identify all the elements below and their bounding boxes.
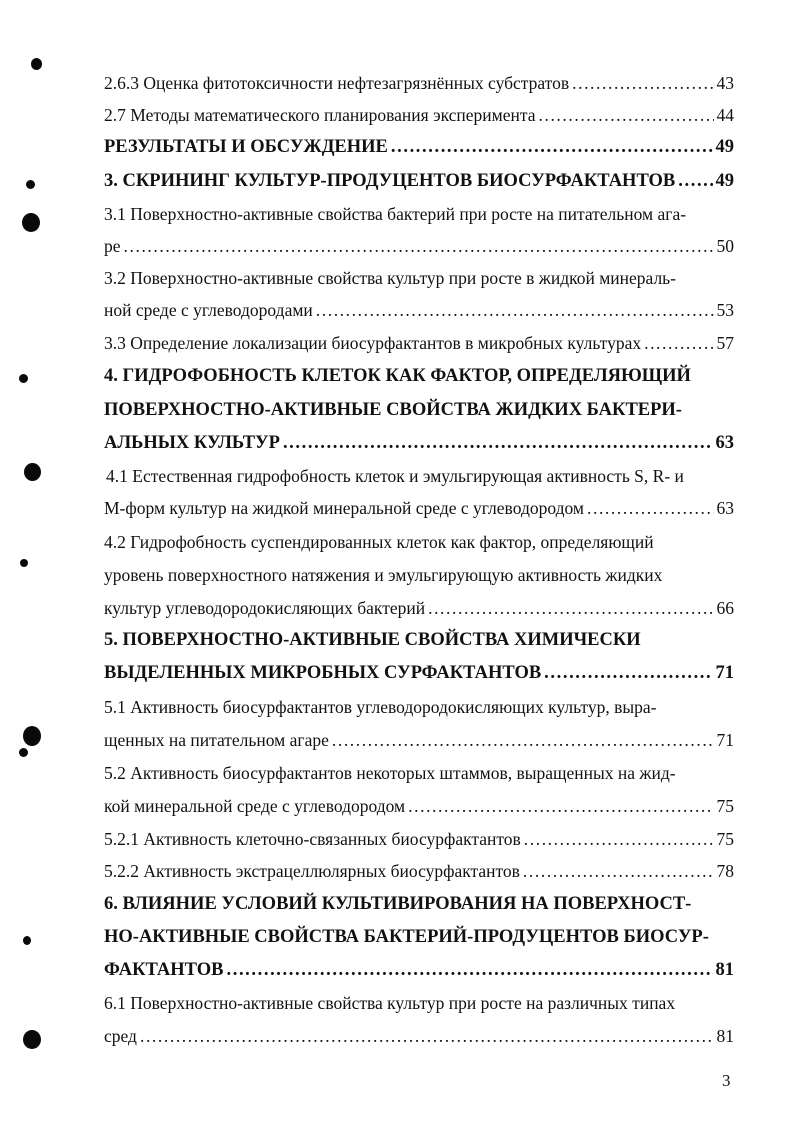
toc-leader [524,828,714,850]
toc-leader [523,860,714,882]
toc-entry-title: ре [104,236,121,256]
toc-leader [428,597,713,619]
binder-hole [23,1030,41,1049]
toc-entry-line [104,267,734,289]
toc-page-number: 71 [716,730,734,750]
binder-hole [19,748,28,757]
toc-entry [104,299,734,321]
toc-page-number: 50 [716,236,734,256]
toc-entry-title: 4.1 Естественная гидрофобность клеток и эмульгирующая активность S, R- и [106,466,684,486]
toc-entry [104,597,734,619]
toc-entry-title: 6.1 Поверхностно-активные свойства культур при росте на различных типах [104,993,676,1013]
toc-entry [104,235,734,257]
toc-entry-title: 5.2 Активность биосурфактантов некоторых штаммов, выращенных на жид- [104,763,676,783]
toc-leader [316,299,714,321]
toc-page-number: 81 [715,960,734,980]
toc-heading-title: ВЫДЕЛЕННЫХ МИКРОБНЫХ СУРФАКТАНТОВ [104,663,542,683]
toc-entry [104,332,734,354]
toc-entry-title: 3.3 Определение локализации биосурфактантов в микробных культурах [104,333,642,353]
toc-entry [104,497,734,519]
toc-page-number: 66 [716,598,734,618]
toc-heading-line [104,893,734,915]
toc-heading [104,959,734,981]
toc-page-number: 53 [716,300,734,320]
toc-entry [104,104,734,126]
toc-entry-line [106,465,736,487]
toc-leader [124,235,714,257]
toc-heading-title: АЛЬНЫХ КУЛЬТУР [104,433,280,453]
toc-entry-title: 5.2.2 Активность экстрацеллюлярных биосурфактантов [104,861,520,881]
toc-page-number: 49 [715,171,734,191]
toc-entry-title: 3.1 Поверхностно-активные свойства бактерий при росте на питательном ага- [104,204,687,224]
toc-heading-line [104,629,734,651]
toc-leader [140,1025,714,1047]
toc-page-number: 81 [716,1026,734,1046]
toc-heading [104,170,734,192]
toc-entry [104,72,734,94]
toc-entry-title: 3.2 Поверхностно-активные свойства культур при росте в жидкой минераль- [104,268,676,288]
binder-hole [23,936,31,945]
toc-entry-title: ной среде с углеводородами [104,300,313,320]
toc-leader [227,959,713,981]
binder-hole [22,213,40,232]
toc-entry-title: культур углеводородокисляющих бактерий [104,598,426,618]
toc-page-number: 57 [716,333,734,353]
toc-page-number: 75 [716,796,734,816]
toc-heading-title: ФАКТАНТОВ [104,960,224,980]
toc-entry-line [104,564,734,586]
toc-heading-title: ПОВЕРХНОСТНО-АКТИВНЫЕ СВОЙСТВА ЖИДКИХ БАКТЕРИ- [104,400,682,420]
toc-leader [283,432,713,454]
toc-entry-title: сред [104,1026,137,1046]
binder-hole [20,559,28,567]
toc-leader [544,662,712,684]
toc-page-number: 49 [715,137,734,157]
toc-entry-title: 2.7 Методы математического планирования эксперимента [104,105,536,125]
toc-heading-title: НО-АКТИВНЫЕ СВОЙСТВА БАКТЕРИЙ-ПРОДУЦЕНТОВ БИОСУР- [104,927,709,947]
toc-entry-title: 5.2.1 Активность клеточно-связанных биосурфактантов [104,829,521,849]
page-number: 3 [722,1071,731,1090]
binder-hole [24,463,41,481]
toc-entry-title: кой минеральной среде с углеводородом [104,796,406,816]
toc-leader [408,795,713,817]
toc-page-number: 75 [716,829,734,849]
toc-leader [678,170,712,192]
binder-hole [19,374,28,383]
toc-leader [391,136,713,158]
toc-entry-line [104,696,734,718]
toc-entry-title: уровень поверхностного натяжения и эмульгирующую активность жидких [104,565,663,585]
toc-heading [104,136,734,158]
toc-leader [587,497,714,519]
toc-entry-title: щенных на питательном агаре [104,730,329,750]
toc-heading [104,432,734,454]
toc-entry-title: М-форм культур на жидкой минеральной среде с углеводородом [104,498,584,518]
toc-heading-title: 4. ГИДРОФОБНОСТЬ КЛЕТОК КАК ФАКТОР, ОПРЕДЕЛЯЮЩИЙ [104,366,691,386]
toc-heading-line [104,399,734,421]
toc-page-number: 78 [716,861,734,881]
toc-entry [104,828,734,850]
toc-page-number: 44 [716,105,734,125]
toc-leader [332,729,714,751]
toc-page-number: 71 [715,663,734,683]
binder-hole [23,726,41,746]
toc-entry [104,860,734,882]
toc-page-number: 63 [715,433,734,453]
toc-entry-line [104,531,734,553]
toc-heading-title: 5. ПОВЕРХНОСТНО-АКТИВНЫЕ СВОЙСТВА ХИМИЧЕСКИ [104,630,641,650]
toc-leader [572,72,713,94]
toc-heading-title: РЕЗУЛЬТАТЫ И ОБСУЖДЕНИЕ [104,137,388,157]
toc-page-number: 43 [716,73,734,93]
toc-entry-title: 5.1 Активность биосурфактантов углеводородокисляющих культур, выра- [104,697,657,717]
toc-heading-title: 6. ВЛИЯНИЕ УСЛОВИЙ КУЛЬТИВИРОВАНИЯ НА ПОВЕРХНОСТ- [104,894,692,914]
toc-entry [104,729,734,751]
toc-entry-line [104,203,734,225]
toc-entry-title: 2.6.3 Оценка фитотоксичности нефтезагрязнённых субстратов [104,73,570,93]
toc-entry-line [104,762,734,784]
toc-page-number: 63 [716,498,734,518]
toc-heading-title: 3. СКРИНИНГ КУЛЬТУР-ПРОДУЦЕНТОВ БИОСУРФАКТАНТОВ [104,171,676,191]
toc-heading-line [104,365,734,387]
toc-heading [104,662,734,684]
toc-heading-line [104,926,734,948]
toc-entry-line [104,992,734,1014]
toc-leader [539,104,714,126]
toc-entry-title: 4.2 Гидрофобность суспендированных клеток как фактор, определяющий [104,532,654,552]
toc-entry [104,1025,734,1047]
toc-leader [644,332,713,354]
binder-hole [26,180,35,189]
toc-entry [104,795,734,817]
binder-hole [31,58,42,70]
